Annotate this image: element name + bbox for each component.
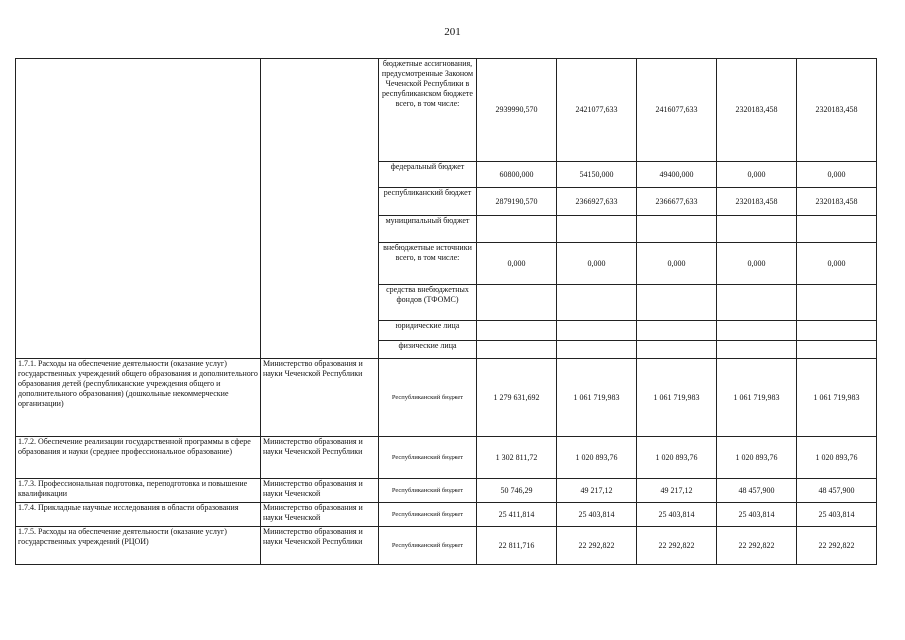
funding-source-cell: бюджетные ассигнования, предусмотренные Законом Чеченской Республики в республиканском бюджете всего, в том числе:: [379, 59, 477, 162]
value-cell: 2320183,458: [797, 59, 877, 162]
value-cell: 2320183,458: [717, 59, 797, 162]
value-cell: [717, 321, 797, 341]
table-row: [16, 437, 877, 479]
value-cell: 1 061 719,983: [637, 359, 717, 437]
value-cell: 1 061 719,983: [797, 359, 877, 437]
value-cell: 48 457,900: [797, 479, 877, 503]
responsible-org-cell: Министерство образования и науки Чеченской Республики: [261, 359, 379, 437]
value-cell: [477, 285, 557, 321]
value-cell: 48 457,900: [717, 479, 797, 503]
value-cell: 1 302 811,72: [477, 437, 557, 479]
value-cell: [797, 285, 877, 321]
value-cell: [797, 321, 877, 341]
value-cell: 22 292,822: [797, 527, 877, 565]
value-cell: 60800,000: [477, 162, 557, 188]
value-cell: 0,000: [797, 162, 877, 188]
funding-source-cell: республиканский бюджет: [379, 188, 477, 216]
value-cell: 22 292,822: [717, 527, 797, 565]
item-name-cell: 1.7.3. Профессиональная подготовка, переподготовка и повышение квалификации: [16, 479, 261, 503]
value-cell: 54150,000: [557, 162, 637, 188]
empty-name-cell: [16, 59, 261, 359]
value-cell: 25 403,814: [797, 503, 877, 527]
value-cell: 2416077,633: [637, 59, 717, 162]
value-cell: 2939990,570: [477, 59, 557, 162]
funding-source-cell: Республиканский бюджет: [379, 479, 477, 503]
item-name-cell: 1.7.2. Обеспечение реализации государственной программы в сфере образования и науки (среднее профессиональное образование): [16, 437, 261, 479]
value-cell: 0,000: [797, 243, 877, 285]
table-row: [16, 359, 877, 437]
funding-source-cell: Республиканский бюджет: [379, 359, 477, 437]
item-name-cell: 1.7.4. Прикладные научные исследования в области образования: [16, 503, 261, 527]
value-cell: 1 020 893,76: [637, 437, 717, 479]
value-cell: 0,000: [557, 243, 637, 285]
funding-source-cell: юридические лица: [379, 321, 477, 341]
value-cell: 2320183,458: [797, 188, 877, 216]
table-row: [16, 503, 877, 527]
value-cell: 2320183,458: [717, 188, 797, 216]
value-cell: 1 020 893,76: [557, 437, 637, 479]
value-cell: 1 061 719,983: [557, 359, 637, 437]
responsible-org-cell: Министерство образования и науки Чеченской Республики: [261, 527, 379, 565]
funding-source-cell: средства внебюджетных фондов (ТФОМС): [379, 285, 477, 321]
value-cell: 2879190,570: [477, 188, 557, 216]
responsible-org-cell: Министерство образования и науки Чеченской Республики: [261, 437, 379, 479]
funding-source-cell: физические лица: [379, 341, 477, 359]
table-row: [16, 479, 877, 503]
value-cell: [717, 216, 797, 243]
value-cell: [637, 285, 717, 321]
item-name-cell: 1.7.1. Расходы на обеспечение деятельности (оказание услуг) государственных учреждений общего образования и дополнительного образования детей (республиканские учреждения общего и дополнительного образования) (дошкольные некоммерческие организации): [16, 359, 261, 437]
value-cell: [797, 341, 877, 359]
value-cell: [637, 341, 717, 359]
value-cell: 1 061 719,983: [717, 359, 797, 437]
value-cell: [477, 216, 557, 243]
value-cell: [557, 341, 637, 359]
value-cell: 22 811,716: [477, 527, 557, 565]
value-cell: 49 217,12: [637, 479, 717, 503]
value-cell: 1 020 893,76: [717, 437, 797, 479]
value-cell: 25 403,814: [637, 503, 717, 527]
value-cell: 22 292,822: [637, 527, 717, 565]
value-cell: 1 279 631,692: [477, 359, 557, 437]
funding-source-cell: Республиканский бюджет: [379, 503, 477, 527]
value-cell: 0,000: [717, 162, 797, 188]
value-cell: 49400,000: [637, 162, 717, 188]
value-cell: [797, 216, 877, 243]
value-cell: 22 292,822: [557, 527, 637, 565]
value-cell: [477, 321, 557, 341]
value-cell: 2366927,633: [557, 188, 637, 216]
value-cell: 0,000: [637, 243, 717, 285]
value-cell: 0,000: [477, 243, 557, 285]
page-number: 201: [444, 26, 461, 38]
item-name-cell: 1.7.5. Расходы на обеспечение деятельности (оказание услуг) государственных учреждений (РЦОИ): [16, 527, 261, 565]
value-cell: [717, 285, 797, 321]
value-cell: [637, 321, 717, 341]
value-cell: 0,000: [717, 243, 797, 285]
table-row: [16, 59, 877, 162]
empty-org-cell: [261, 59, 379, 359]
value-cell: 25 411,814: [477, 503, 557, 527]
responsible-org-cell: Министерство образования и науки Чеченской: [261, 503, 379, 527]
value-cell: 50 746,29: [477, 479, 557, 503]
funding-source-cell: федеральный бюджет: [379, 162, 477, 188]
value-cell: 49 217,12: [557, 479, 637, 503]
funding-source-cell: внебюджетные источники всего, в том числе:: [379, 243, 477, 285]
funding-source-cell: муниципальный бюджет: [379, 216, 477, 243]
responsible-org-cell: Министерство образования и науки Чеченской: [261, 479, 379, 503]
table-row: [16, 527, 877, 565]
value-cell: 2366677,633: [637, 188, 717, 216]
value-cell: [637, 216, 717, 243]
funding-source-cell: Республиканский бюджет: [379, 437, 477, 479]
value-cell: [557, 321, 637, 341]
budget-table: [15, 58, 877, 565]
value-cell: 2421077,633: [557, 59, 637, 162]
value-cell: [477, 341, 557, 359]
value-cell: [557, 285, 637, 321]
value-cell: [557, 216, 637, 243]
funding-source-cell: Республиканский бюджет: [379, 527, 477, 565]
value-cell: 1 020 893,76: [797, 437, 877, 479]
value-cell: [717, 341, 797, 359]
value-cell: 25 403,814: [557, 503, 637, 527]
value-cell: 25 403,814: [717, 503, 797, 527]
